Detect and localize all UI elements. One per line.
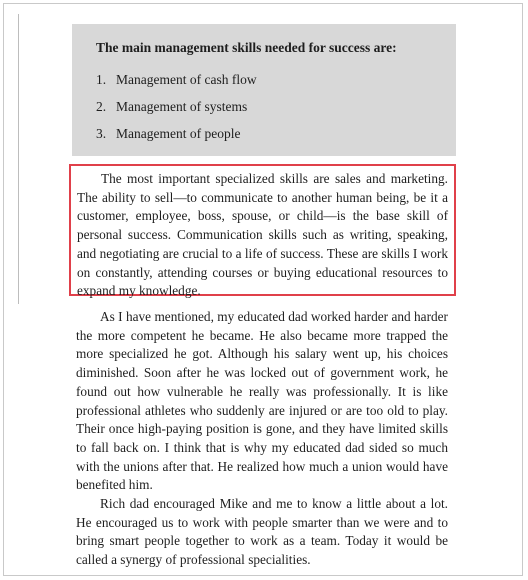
management-skills-list [96,66,432,147]
list-item [96,66,432,93]
list-text: Management of systems [116,99,248,114]
list-item [96,120,432,147]
paragraph-educated-dad: As I have mentioned, my educated dad worked harder and harder the more competent he became. He also became more trapped the more specialized he got. Although his salary went up, his choices diminished. Soon after he was locked out of government work, he found out how vulnerable he really was professionally. It is like professional athletes who suddenly are injured or are too old to play. Their once high-paying position is gone, and they have limited skills to fall back on. I think that is why my educated dad sided so much with the unions after that. He realized how much a union would have benefited him. [76,309,448,493]
list-text: Management of people [116,126,241,141]
list-number: 3. [96,126,107,141]
list-number: 1. [96,72,107,87]
list-number: 2. [96,99,107,114]
box-title: The main management skills needed for success are: [96,40,397,55]
highlighted-paragraph: The most important specialized skills are sales and marketing. The ability to sell—to communicate to another human being, be it a customer, employee, boss, spouse, or child—is the base skill of personal success. Communication skills such as writing, speaking, and negotiating are crucial to a life of success. These are skills I work on constantly, attending courses or buying educational resources to expand my knowledge. [77,171,448,299]
paragraph-rich-dad: Rich dad encouraged Mike and me to know a little about a lot. He encouraged us to work with people smarter than we were and to bring smart people together to work as a team. Today it would be called a synergy of professional specialities. [76,496,448,568]
list-item [96,93,432,120]
list-text: Management of cash flow [116,72,257,87]
management-skills-box [72,24,456,156]
body-text [76,308,448,570]
highlighted-paragraph-box [69,164,456,299]
page-edge-rule [18,14,19,304]
